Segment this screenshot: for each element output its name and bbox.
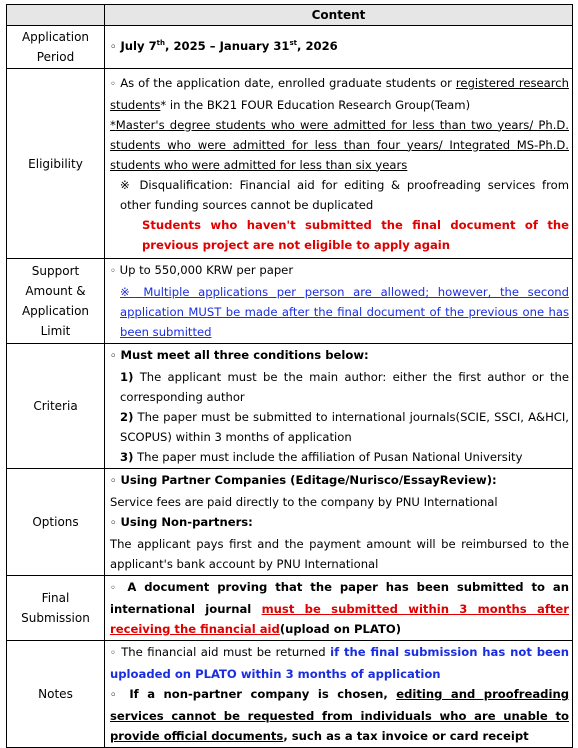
period-label: Application Period bbox=[7, 26, 105, 69]
guidelines-table bbox=[6, 4, 573, 748]
header-row bbox=[7, 5, 573, 26]
notes-label: Notes bbox=[7, 641, 105, 748]
final-row bbox=[7, 576, 573, 641]
criteria-item-1: 1) The applicant must be the main author: either the first author or the corresponding author bbox=[120, 370, 569, 404]
support-row bbox=[7, 259, 573, 344]
criteria-row bbox=[7, 344, 573, 469]
criteria-label: Criteria bbox=[7, 344, 105, 469]
options-nonpartner-text: The applicant pays first and the payment amount will be reimbursed to the applicant's bank account by PNU International bbox=[110, 537, 569, 571]
header-content-cell: Content bbox=[105, 5, 573, 26]
notes-line-1: ◦ The financial aid must be returned if the final submission has not been uploaded on PLATO within 3 months of application bbox=[110, 645, 570, 681]
criteria-content bbox=[105, 344, 573, 469]
options-row bbox=[7, 469, 573, 576]
support-line-1: ◦ Up to 550,000 KRW per paper bbox=[110, 263, 294, 277]
period-row bbox=[7, 26, 573, 69]
eligibility-label: Eligibility bbox=[7, 69, 105, 259]
options-content bbox=[105, 469, 573, 576]
eligibility-line-3: ※ Disqualification: Financial aid for editing & proofreading services from other funding sources cannot be duplicated bbox=[120, 177, 570, 212]
final-text: ◦ A document proving that the paper has been submitted to an international journal must be submitted within 3 months after receiving the financial aid(upload on PLATO) bbox=[110, 580, 570, 636]
support-label: Support Amount & Application Limit bbox=[7, 259, 105, 344]
period-content bbox=[105, 26, 573, 69]
criteria-item-3: 3) The paper must include the affiliation of Pusan National University bbox=[120, 450, 523, 464]
eligibility-line-2: *Master's degree students who were admitted for less than two years/ Ph.D. students who were admitted for less than four years/ Integrated MS-Ph.D. students who were admitted for less than six years bbox=[110, 117, 569, 172]
header-blank-cell bbox=[7, 5, 105, 26]
eligibility-row bbox=[7, 69, 573, 259]
notes-row bbox=[7, 641, 573, 748]
options-partner-text: Service fees are paid directly to the company by PNU International bbox=[110, 495, 498, 509]
period-dates: ◦ July 7th, 2025 – January 31st, 2026 bbox=[110, 39, 338, 53]
support-line-2: ※ Multiple applications per person are allowed; however, the second application MUST be made after the final document of the previous one has been submitted bbox=[120, 285, 570, 339]
eligibility-content bbox=[105, 69, 573, 259]
options-partner-heading: ◦ Using Partner Companies (Editage/Nurisco/EssayReview): bbox=[110, 473, 497, 487]
options-label: Options bbox=[7, 469, 105, 576]
criteria-item-2: 2) The paper must be submitted to international journals(SCIE, SSCI, A&HCI, SCOPUS) within 3 months of application bbox=[120, 410, 569, 444]
final-label: Final Submission bbox=[7, 576, 105, 641]
support-content bbox=[105, 259, 573, 344]
eligibility-line-1: ◦ As of the application date, enrolled graduate students or registered research students* in the BK21 FOUR Education Research Group(Team) bbox=[110, 75, 570, 112]
final-content bbox=[105, 576, 573, 641]
criteria-intro: ◦ Must meet all three conditions below: bbox=[110, 348, 369, 362]
notes-line-2: ◦ If a non-partner company is chosen, editing and proofreading services cannot be requested from individuals who are unable to provide official documents, such as a tax invoice or card receipt bbox=[110, 687, 569, 743]
notes-content bbox=[105, 641, 573, 748]
eligibility-line-4: Students who haven't submitted the final document of the previous project are not eligible to apply again bbox=[142, 217, 569, 252]
options-nonpartner-heading: ◦ Using Non-partners: bbox=[110, 515, 253, 529]
